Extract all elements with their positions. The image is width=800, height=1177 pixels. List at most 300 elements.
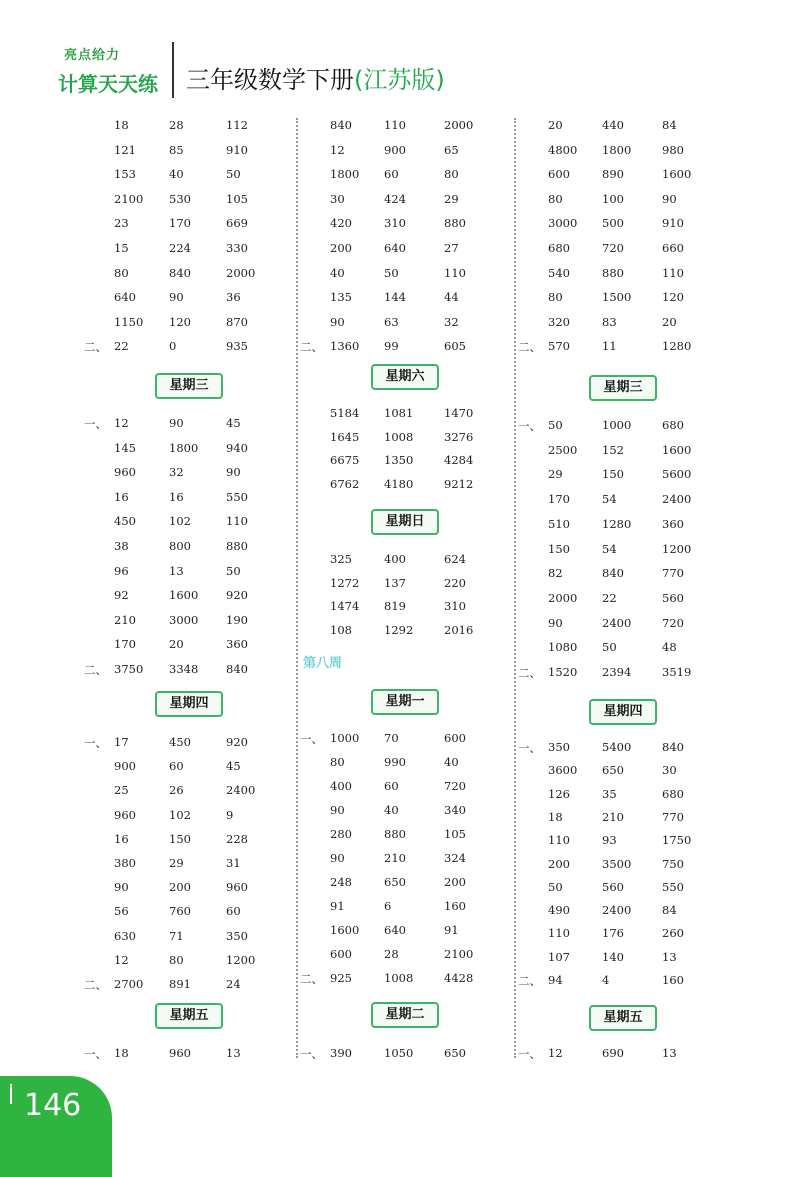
answer-value: 880 (384, 827, 406, 841)
answer-value: 880 (444, 216, 466, 231)
answer-value: 13 (226, 1046, 241, 1060)
answer-value: 12 (114, 416, 129, 430)
answer-value: 71 (169, 928, 184, 943)
answer-value: 1800 (602, 142, 632, 157)
week-label: 第八周 (303, 656, 343, 671)
answer-value: 22 (114, 339, 129, 354)
answer-value: 980 (662, 142, 684, 157)
title-main: 三年级数学下册 (186, 66, 354, 94)
answer-value: 30 (330, 191, 345, 206)
answer-value: 45 (226, 759, 241, 774)
answer-value: 248 (330, 875, 352, 889)
answer-value: 2000 (226, 265, 256, 280)
weekday-badge: 星期五 (589, 1005, 657, 1031)
section-prefix: 二、 (300, 340, 323, 355)
answer-value: 1280 (662, 339, 692, 354)
answer-value: 9212 (444, 477, 474, 492)
answer-value: 1200 (662, 541, 692, 556)
answer-value: 800 (169, 539, 191, 553)
answer-value: 50 (226, 167, 241, 182)
answer-value: 80 (548, 191, 563, 206)
answer-value: 960 (226, 880, 248, 895)
answer-value: 1272 (330, 575, 360, 590)
answer-value: 1800 (330, 167, 360, 182)
answer-value: 48 (662, 640, 677, 655)
answer-value: 550 (662, 879, 684, 894)
title-edition: (江苏版) (354, 66, 445, 94)
answer-value: 40 (330, 265, 345, 280)
answer-value: 84 (662, 118, 677, 132)
column-divider (296, 118, 298, 1058)
answer-value: 200 (330, 241, 352, 255)
answer-value: 910 (226, 142, 248, 157)
answer-value: 110 (444, 265, 466, 280)
answer-value: 90 (169, 290, 184, 305)
answer-value: 18 (548, 809, 563, 824)
answer-value: 640 (114, 290, 136, 305)
page-number: 146 (24, 1088, 82, 1123)
answer-value: 2000 (444, 118, 474, 132)
answer-value: 1008 (384, 971, 414, 985)
section-prefix: 二、 (84, 663, 107, 677)
answer-value: 360 (226, 637, 248, 652)
answer-value: 5600 (662, 467, 692, 482)
answer-value: 150 (548, 541, 570, 556)
answer-value: 840 (602, 566, 624, 581)
answer-value: 45 (226, 416, 241, 430)
answer-value: 3500 (602, 856, 632, 871)
answer-value: 93 (602, 833, 617, 848)
answer-value: 2016 (444, 623, 474, 638)
answer-value: 640 (384, 241, 406, 255)
answer-value: 50 (548, 418, 563, 432)
answer-value: 450 (114, 514, 136, 529)
answer-value: 550 (226, 489, 248, 504)
answer-value: 920 (226, 735, 248, 749)
answer-value: 3276 (444, 429, 474, 444)
answer-value: 190 (226, 612, 248, 627)
answer-value: 32 (444, 314, 459, 329)
answer-value: 22 (602, 590, 617, 605)
answer-value: 200 (444, 875, 466, 889)
answer-value: 108 (330, 623, 352, 638)
answer-value: 1000 (602, 418, 632, 432)
answer-value: 325 (330, 552, 352, 566)
answer-value: 26 (169, 783, 184, 798)
answer-value: 40 (444, 755, 459, 769)
answer-value: 3750 (114, 662, 144, 676)
answer-value: 25 (114, 783, 129, 798)
answer-value: 940 (226, 440, 248, 455)
answer-value: 280 (330, 827, 352, 841)
answer-value: 840 (330, 118, 352, 132)
answer-value: 35 (602, 786, 617, 801)
answer-value: 120 (169, 314, 191, 329)
weekday-badge: 星期三 (589, 375, 657, 401)
answer-value: 350 (548, 740, 570, 754)
answer-value: 90 (330, 803, 345, 817)
answer-value: 310 (444, 599, 466, 614)
answer-value: 570 (548, 339, 570, 354)
section-prefix: 二、 (84, 978, 107, 992)
answer-value: 80 (444, 167, 459, 182)
answer-value: 925 (330, 971, 352, 985)
answer-value: 400 (330, 779, 352, 793)
answer-value: 30 (662, 763, 677, 778)
weekday-badge: 星期四 (589, 699, 657, 725)
weekday-badge: 星期三 (155, 373, 223, 399)
answer-value: 1080 (548, 640, 578, 655)
answer-value: 1500 (602, 290, 632, 305)
answer-value: 1520 (548, 665, 578, 679)
answer-value: 84 (662, 903, 677, 918)
answer-value: 840 (226, 662, 248, 676)
answer-value: 80 (330, 755, 345, 769)
section-prefix: 一、 (84, 1047, 107, 1061)
answer-value: 990 (384, 755, 406, 769)
answer-value: 324 (444, 851, 466, 865)
weekday-badge: 星期五 (155, 1003, 223, 1029)
answer-value: 2400 (602, 615, 632, 630)
section-prefix: 二、 (518, 340, 541, 355)
answer-value: 960 (114, 807, 136, 822)
answer-value: 0 (169, 339, 177, 354)
answer-value: 320 (548, 314, 570, 329)
weekday-badge: 星期日 (371, 509, 439, 535)
answer-value: 1150 (114, 314, 144, 329)
answer-value: 3519 (662, 665, 692, 679)
answer-value: 900 (384, 142, 406, 157)
answer-value: 1050 (384, 1046, 414, 1060)
section-prefix: 一、 (300, 732, 323, 746)
answer-value: 605 (444, 339, 466, 354)
answer-value: 1470 (444, 406, 474, 420)
answer-value: 260 (662, 926, 684, 941)
answer-value: 27 (444, 241, 459, 255)
answer-value: 3000 (548, 216, 578, 231)
answer-value: 6762 (330, 477, 360, 492)
answer-value: 94 (548, 973, 563, 987)
answer-value: 13 (662, 1046, 677, 1060)
answer-value: 340 (444, 803, 466, 817)
answer-value: 140 (602, 949, 624, 964)
section-prefix: 一、 (84, 417, 107, 431)
answer-value: 560 (662, 590, 684, 605)
answer-value: 110 (384, 118, 406, 132)
answer-value: 450 (169, 735, 191, 749)
answer-value: 40 (384, 803, 399, 817)
answer-value: 910 (662, 216, 684, 231)
answer-value: 3600 (548, 763, 578, 778)
answer-value: 210 (602, 809, 624, 824)
answer-value: 210 (384, 851, 406, 865)
answer-value: 600 (548, 167, 570, 182)
logo-bottom-text: 计算天天练 (58, 72, 158, 96)
answer-value: 28 (384, 947, 399, 961)
answer-value: 1600 (169, 588, 199, 603)
answer-value: 90 (169, 416, 184, 430)
answer-value: 228 (226, 831, 248, 846)
answer-value: 624 (444, 552, 466, 566)
answer-value: 770 (662, 809, 684, 824)
answer-value: 5184 (330, 406, 360, 420)
answer-value: 80 (548, 290, 563, 305)
answer-value: 56 (114, 904, 129, 919)
column-divider (514, 118, 516, 1058)
answer-value: 107 (548, 949, 570, 964)
answer-value: 1600 (330, 923, 360, 937)
page-tab-mark (10, 1084, 12, 1104)
answer-value: 18 (114, 118, 129, 132)
answer-value: 60 (169, 759, 184, 774)
answer-value: 1600 (662, 442, 692, 457)
answer-value: 1750 (662, 833, 692, 848)
answer-value: 96 (114, 563, 129, 578)
answer-value: 29 (444, 191, 459, 206)
answer-value: 6 (384, 899, 392, 913)
answer-value: 50 (548, 879, 563, 894)
answer-value: 4180 (384, 477, 414, 492)
answer-value: 13 (169, 563, 184, 578)
answer-value: 5400 (602, 740, 632, 754)
answer-value: 720 (602, 241, 624, 255)
answer-value: 176 (602, 926, 624, 941)
answer-value: 54 (602, 541, 617, 556)
section-prefix: 二、 (84, 340, 107, 355)
answer-value: 70 (384, 731, 399, 745)
answer-value: 15 (114, 241, 129, 255)
answer-value: 24 (226, 977, 241, 991)
answer-value: 135 (330, 290, 352, 305)
answer-value: 23 (114, 216, 129, 231)
answer-value: 29 (169, 856, 184, 870)
answer-value: 12 (114, 952, 129, 967)
answer-value: 890 (602, 167, 624, 182)
answer-value: 102 (169, 807, 191, 822)
answer-value: 99 (384, 339, 399, 354)
answer-value: 20 (169, 637, 184, 652)
answer-value: 38 (114, 539, 129, 553)
answer-value: 110 (226, 514, 248, 529)
answer-value: 680 (548, 241, 570, 255)
answer-value: 65 (444, 142, 459, 157)
answer-value: 960 (114, 465, 136, 480)
weekday-badge: 星期六 (371, 364, 439, 390)
answer-value: 200 (548, 856, 570, 871)
section-prefix: 一、 (518, 419, 541, 433)
answer-value: 3000 (169, 612, 199, 627)
answer-value: 170 (169, 216, 191, 231)
answer-value: 1200 (226, 952, 256, 967)
answer-value: 60 (384, 779, 399, 793)
answer-value: 840 (662, 740, 684, 754)
answer-value: 90 (330, 851, 345, 865)
answer-value: 1292 (384, 623, 414, 638)
answer-value: 424 (384, 191, 406, 206)
answer-value: 13 (662, 949, 677, 964)
answer-value: 500 (602, 216, 624, 231)
section-prefix: 一、 (300, 1047, 323, 1061)
answer-value: 720 (444, 779, 466, 793)
answer-value: 44 (444, 290, 459, 305)
answer-value: 490 (548, 903, 570, 918)
answer-value: 92 (114, 588, 129, 603)
answer-value: 110 (548, 926, 570, 941)
answer-value: 210 (114, 612, 136, 627)
answer-value: 1008 (384, 429, 414, 444)
answer-value: 137 (384, 575, 406, 590)
answer-value: 153 (114, 167, 136, 182)
answer-value: 16 (169, 489, 184, 504)
answer-value: 560 (602, 879, 624, 894)
section-prefix: 一、 (84, 736, 107, 750)
answer-value: 440 (602, 118, 624, 132)
answer-value: 2500 (548, 442, 578, 457)
answer-value: 2400 (226, 783, 256, 798)
answer-value: 63 (384, 314, 399, 329)
answer-value: 121 (114, 142, 136, 157)
answer-value: 16 (114, 831, 129, 846)
answer-value: 91 (330, 899, 345, 913)
answer-value: 224 (169, 241, 191, 255)
weekday-badge: 星期二 (371, 1002, 439, 1028)
section-prefix: 一、 (518, 1047, 541, 1061)
answer-value: 1600 (662, 167, 692, 182)
answer-value: 650 (602, 763, 624, 778)
answer-value: 680 (662, 418, 684, 432)
answer-value: 2400 (662, 492, 692, 507)
answer-value: 150 (169, 831, 191, 846)
answer-value: 1280 (602, 516, 632, 531)
answer-value: 530 (169, 191, 191, 206)
answer-value: 9 (226, 807, 234, 822)
weekday-badge: 星期一 (371, 689, 439, 715)
answer-value: 200 (169, 880, 191, 895)
weekday-badge: 星期四 (155, 691, 223, 717)
answer-value: 80 (114, 265, 129, 280)
answer-value: 100 (602, 191, 624, 206)
answer-value: 50 (602, 640, 617, 655)
answer-value: 1645 (330, 429, 360, 444)
answer-value: 18 (114, 1046, 129, 1060)
answer-value: 120 (662, 290, 684, 305)
answer-value: 360 (662, 516, 684, 531)
answer-value: 145 (114, 440, 136, 455)
answer-value: 20 (662, 314, 677, 329)
answer-value: 891 (169, 977, 191, 991)
answer-value: 660 (662, 241, 684, 255)
answer-value: 4428 (444, 971, 474, 985)
answer-value: 12 (548, 1046, 563, 1060)
answer-value: 600 (444, 731, 466, 745)
answer-value: 770 (662, 566, 684, 581)
answer-value: 650 (384, 875, 406, 889)
answer-value: 2394 (602, 665, 632, 679)
answer-value: 840 (169, 265, 191, 280)
answer-value: 83 (602, 314, 617, 329)
page-header (0, 0, 800, 110)
answer-value: 90 (548, 615, 563, 630)
answer-value: 4 (602, 973, 610, 987)
answer-value: 6675 (330, 453, 360, 468)
answer-value: 90 (114, 880, 129, 895)
answer-value: 1474 (330, 599, 360, 614)
answer-value: 2000 (548, 590, 578, 605)
series-logo (58, 40, 168, 104)
answer-value: 105 (226, 191, 248, 206)
answer-value: 1000 (330, 731, 360, 745)
answer-value: 540 (548, 265, 570, 280)
answer-value: 32 (169, 465, 184, 480)
answer-value: 880 (602, 265, 624, 280)
answer-value: 2400 (602, 903, 632, 918)
answer-value: 20 (548, 118, 563, 132)
answer-value: 170 (114, 637, 136, 652)
answer-value: 420 (330, 216, 352, 231)
answer-value: 16 (114, 489, 129, 504)
answer-value: 350 (226, 928, 248, 943)
answer-value: 870 (226, 314, 248, 329)
answer-value: 935 (226, 339, 248, 354)
answer-value: 400 (384, 552, 406, 566)
answer-value: 680 (662, 786, 684, 801)
answer-value: 600 (330, 947, 352, 961)
answer-value: 110 (548, 833, 570, 848)
answer-value: 160 (662, 973, 684, 987)
answer-value: 11 (602, 339, 617, 354)
answer-value: 380 (114, 856, 136, 870)
header-divider (172, 42, 174, 98)
answer-value: 112 (226, 118, 248, 132)
answer-value: 819 (384, 599, 406, 614)
answer-value: 330 (226, 241, 248, 255)
answer-value: 960 (169, 1046, 191, 1060)
answer-value: 390 (330, 1046, 352, 1060)
answer-value: 2100 (114, 191, 144, 206)
answer-value: 900 (114, 759, 136, 774)
answer-value: 510 (548, 516, 570, 531)
answer-value: 640 (384, 923, 406, 937)
answer-value: 2700 (114, 977, 144, 991)
answer-value: 90 (662, 191, 677, 206)
answer-value: 880 (226, 539, 248, 553)
answer-value: 720 (662, 615, 684, 630)
answer-value: 36 (226, 290, 241, 305)
section-prefix: 二、 (518, 666, 541, 680)
answer-value: 90 (226, 465, 241, 480)
answer-value: 1081 (384, 406, 414, 420)
answer-value: 40 (169, 167, 184, 182)
answer-value: 80 (169, 952, 184, 967)
answer-value: 90 (330, 314, 345, 329)
answer-value: 1800 (169, 440, 199, 455)
answer-value: 91 (444, 923, 459, 937)
answer-value: 60 (226, 904, 241, 919)
answer-value: 220 (444, 575, 466, 590)
answer-value: 144 (384, 290, 406, 305)
answer-value: 126 (548, 786, 570, 801)
answer-value: 2100 (444, 947, 474, 961)
answer-value: 152 (602, 442, 624, 457)
answer-value: 310 (384, 216, 406, 231)
book-title (186, 60, 445, 95)
answer-value: 630 (114, 928, 136, 943)
answer-value: 54 (602, 492, 617, 507)
answer-value: 750 (662, 856, 684, 871)
logo-top-text: 亮点给力 (64, 48, 121, 63)
answer-value: 160 (444, 899, 466, 913)
answer-value: 29 (548, 467, 563, 482)
